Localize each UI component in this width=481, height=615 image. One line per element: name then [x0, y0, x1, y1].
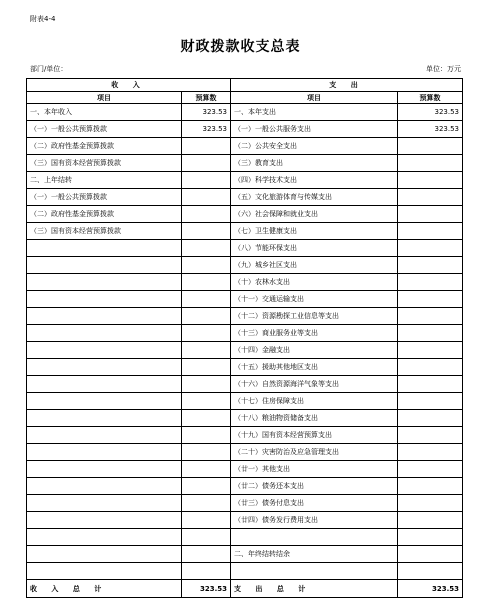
expense-item-cell: （六）社会保障和就业支出 — [231, 206, 398, 223]
expense-value-cell — [398, 172, 463, 189]
table-row — [27, 359, 463, 376]
income-value-cell — [182, 342, 231, 359]
table-row — [27, 393, 463, 410]
totals-row — [27, 580, 463, 598]
income-item-cell: （三）国有资本经营预算拨款 — [27, 155, 182, 172]
expense-value-cell — [398, 342, 463, 359]
expense-item-cell: 一、本年支出 — [231, 104, 398, 121]
expense-value-cell: 323.53 — [398, 104, 463, 121]
expense-value-cell — [398, 376, 463, 393]
expense-item-cell: 二、年终结转结余 — [231, 546, 398, 563]
expense-item-cell: （三）教育支出 — [231, 155, 398, 172]
income-value-cell — [182, 359, 231, 376]
expense-item-cell: （廿四）债务发行费用支出 — [231, 512, 398, 529]
expense-item-cell: （四）科学技术支出 — [231, 172, 398, 189]
expense-value-cell — [398, 495, 463, 512]
expense-value-cell — [398, 410, 463, 427]
income-value-cell — [182, 529, 231, 546]
expense-item-cell: （十三）商业服务业等支出 — [231, 325, 398, 342]
table-row — [27, 291, 463, 308]
expense-value-cell — [398, 138, 463, 155]
table-row — [27, 529, 463, 546]
income-value-cell — [182, 427, 231, 444]
income-value-cell — [182, 172, 231, 189]
department-label: 部门/单位： — [30, 65, 68, 73]
income-value-cell: 323.53 — [182, 104, 231, 121]
expense-value-cell — [398, 393, 463, 410]
table-row — [27, 563, 463, 580]
expense-item-cell: （五）文化旅游体育与传媒支出 — [231, 189, 398, 206]
expense-total-value: 323.53 — [398, 580, 463, 598]
expense-total-label: 支 出 总 计 — [231, 580, 398, 598]
column-header-row — [27, 92, 463, 104]
table-row — [27, 121, 463, 138]
expense-item-cell: （廿一）其他支出 — [231, 461, 398, 478]
table-row — [27, 512, 463, 529]
table-row — [27, 546, 463, 563]
table-row — [27, 104, 463, 121]
income-item-cell — [27, 240, 182, 257]
income-value-cell — [182, 240, 231, 257]
expense-item-cell — [231, 529, 398, 546]
income-value-cell — [182, 223, 231, 240]
table-row — [27, 427, 463, 444]
income-item-cell: （三）国有资本经营预算拨款 — [27, 223, 182, 240]
income-item-cell: （一）一般公共预算拨款 — [27, 121, 182, 138]
table-row — [27, 138, 463, 155]
table-row — [27, 155, 463, 172]
expense-value-cell — [398, 206, 463, 223]
income-item-cell — [27, 529, 182, 546]
expense-value-cell — [398, 546, 463, 563]
expense-value-cell — [398, 563, 463, 580]
income-item-cell — [27, 257, 182, 274]
income-value-cell — [182, 512, 231, 529]
income-value-cell — [182, 308, 231, 325]
expense-item-cell: （二）公共安全支出 — [231, 138, 398, 155]
section-header-row — [27, 79, 463, 92]
expense-item-header: 项目 — [231, 92, 398, 104]
income-item-cell — [27, 410, 182, 427]
table-row — [27, 189, 463, 206]
expense-item-cell: （十二）资源勘探工业信息等支出 — [231, 308, 398, 325]
income-total-value: 323.53 — [182, 580, 231, 598]
income-value-cell — [182, 563, 231, 580]
income-item-cell — [27, 546, 182, 563]
income-item-cell — [27, 444, 182, 461]
expense-value-cell — [398, 274, 463, 291]
income-budget-header: 预算数 — [182, 92, 231, 104]
income-item-cell: （二）政府性基金预算拨款 — [27, 138, 182, 155]
table-row — [27, 478, 463, 495]
income-value-cell — [182, 291, 231, 308]
table-row — [27, 461, 463, 478]
income-value-cell — [182, 444, 231, 461]
income-value-cell — [182, 155, 231, 172]
expense-item-cell: （八）节能环保支出 — [231, 240, 398, 257]
income-item-cell — [27, 427, 182, 444]
table-row — [27, 444, 463, 461]
income-value-cell — [182, 257, 231, 274]
income-item-cell — [27, 376, 182, 393]
income-value-cell — [182, 546, 231, 563]
expense-item-cell: （十七）住房保障支出 — [231, 393, 398, 410]
expense-value-cell — [398, 427, 463, 444]
expense-value-cell — [398, 461, 463, 478]
income-item-cell — [27, 274, 182, 291]
expense-value-cell — [398, 291, 463, 308]
table-row — [27, 342, 463, 359]
table-row — [27, 376, 463, 393]
income-total-label: 收 入 总 计 — [27, 580, 182, 598]
income-value-cell — [182, 325, 231, 342]
expense-value-cell — [398, 325, 463, 342]
table-row — [27, 325, 463, 342]
income-item-cell — [27, 512, 182, 529]
expense-value-cell: 323.53 — [398, 121, 463, 138]
expense-value-cell — [398, 529, 463, 546]
table-row — [27, 410, 463, 427]
income-item-cell: 一、本年收入 — [27, 104, 182, 121]
expense-item-cell: （十五）援助其他地区支出 — [231, 359, 398, 376]
income-value-cell — [182, 393, 231, 410]
income-value-cell — [182, 410, 231, 427]
income-item-cell — [27, 461, 182, 478]
expense-value-cell — [398, 478, 463, 495]
income-value-cell — [182, 138, 231, 155]
expense-item-cell: （廿三）债务付息支出 — [231, 495, 398, 512]
income-value-cell — [182, 461, 231, 478]
table-row — [27, 495, 463, 512]
income-value-cell — [182, 189, 231, 206]
income-item-cell: （二）政府性基金预算拨款 — [27, 206, 182, 223]
expense-item-cell: （廿二）债务还本支出 — [231, 478, 398, 495]
table-row — [27, 223, 463, 240]
expense-item-cell: （十四）金融支出 — [231, 342, 398, 359]
table-row — [27, 172, 463, 189]
income-item-cell — [27, 393, 182, 410]
expense-item-cell: （七）卫生健康支出 — [231, 223, 398, 240]
income-value-cell — [182, 376, 231, 393]
expense-value-cell — [398, 189, 463, 206]
income-item-cell — [27, 342, 182, 359]
income-item-cell — [27, 308, 182, 325]
expense-item-cell: （十一）交通运输支出 — [231, 291, 398, 308]
expense-item-cell: （二十）灾害防治及应急管理支出 — [231, 444, 398, 461]
expense-value-cell — [398, 444, 463, 461]
income-item-cell: 二、上年结转 — [27, 172, 182, 189]
income-section-header: 收 入 — [27, 79, 231, 92]
income-item-cell — [27, 563, 182, 580]
table-row — [27, 308, 463, 325]
expense-item-cell: （十六）自然资源海洋气象等支出 — [231, 376, 398, 393]
income-item-cell — [27, 359, 182, 376]
table-row — [27, 240, 463, 257]
expense-value-cell — [398, 223, 463, 240]
expense-value-cell — [398, 359, 463, 376]
income-item-cell — [27, 291, 182, 308]
expense-item-cell: （十九）国有资本经营预算支出 — [231, 427, 398, 444]
income-item-cell — [27, 478, 182, 495]
income-item-cell: （一）一般公共预算拨款 — [27, 189, 182, 206]
budget-table — [26, 78, 463, 598]
page-title: 财政拨款收支总表 — [180, 39, 301, 55]
income-item-cell — [27, 325, 182, 342]
expense-value-cell — [398, 155, 463, 172]
income-value-cell — [182, 206, 231, 223]
expense-section-header: 支 出 — [231, 79, 463, 92]
income-item-header: 项目 — [27, 92, 182, 104]
expense-value-cell — [398, 512, 463, 529]
expense-item-cell: （十）农林水支出 — [231, 274, 398, 291]
expense-item-cell: （一）一般公共服务支出 — [231, 121, 398, 138]
unit-label: 单位：万元 — [426, 65, 461, 73]
expense-value-cell — [398, 240, 463, 257]
table-row — [27, 206, 463, 223]
expense-value-cell — [398, 308, 463, 325]
income-value-cell — [182, 274, 231, 291]
attachment-label: 附表4-4 — [30, 15, 56, 23]
income-item-cell — [27, 495, 182, 512]
table-row — [27, 257, 463, 274]
expense-value-cell — [398, 257, 463, 274]
income-value-cell: 323.53 — [182, 121, 231, 138]
expense-item-cell: （十八）粮油物资储备支出 — [231, 410, 398, 427]
expense-item-cell: （九）城乡社区支出 — [231, 257, 398, 274]
table-row — [27, 274, 463, 291]
income-value-cell — [182, 495, 231, 512]
expense-item-cell — [231, 563, 398, 580]
expense-budget-header: 预算数 — [398, 92, 463, 104]
income-value-cell — [182, 478, 231, 495]
